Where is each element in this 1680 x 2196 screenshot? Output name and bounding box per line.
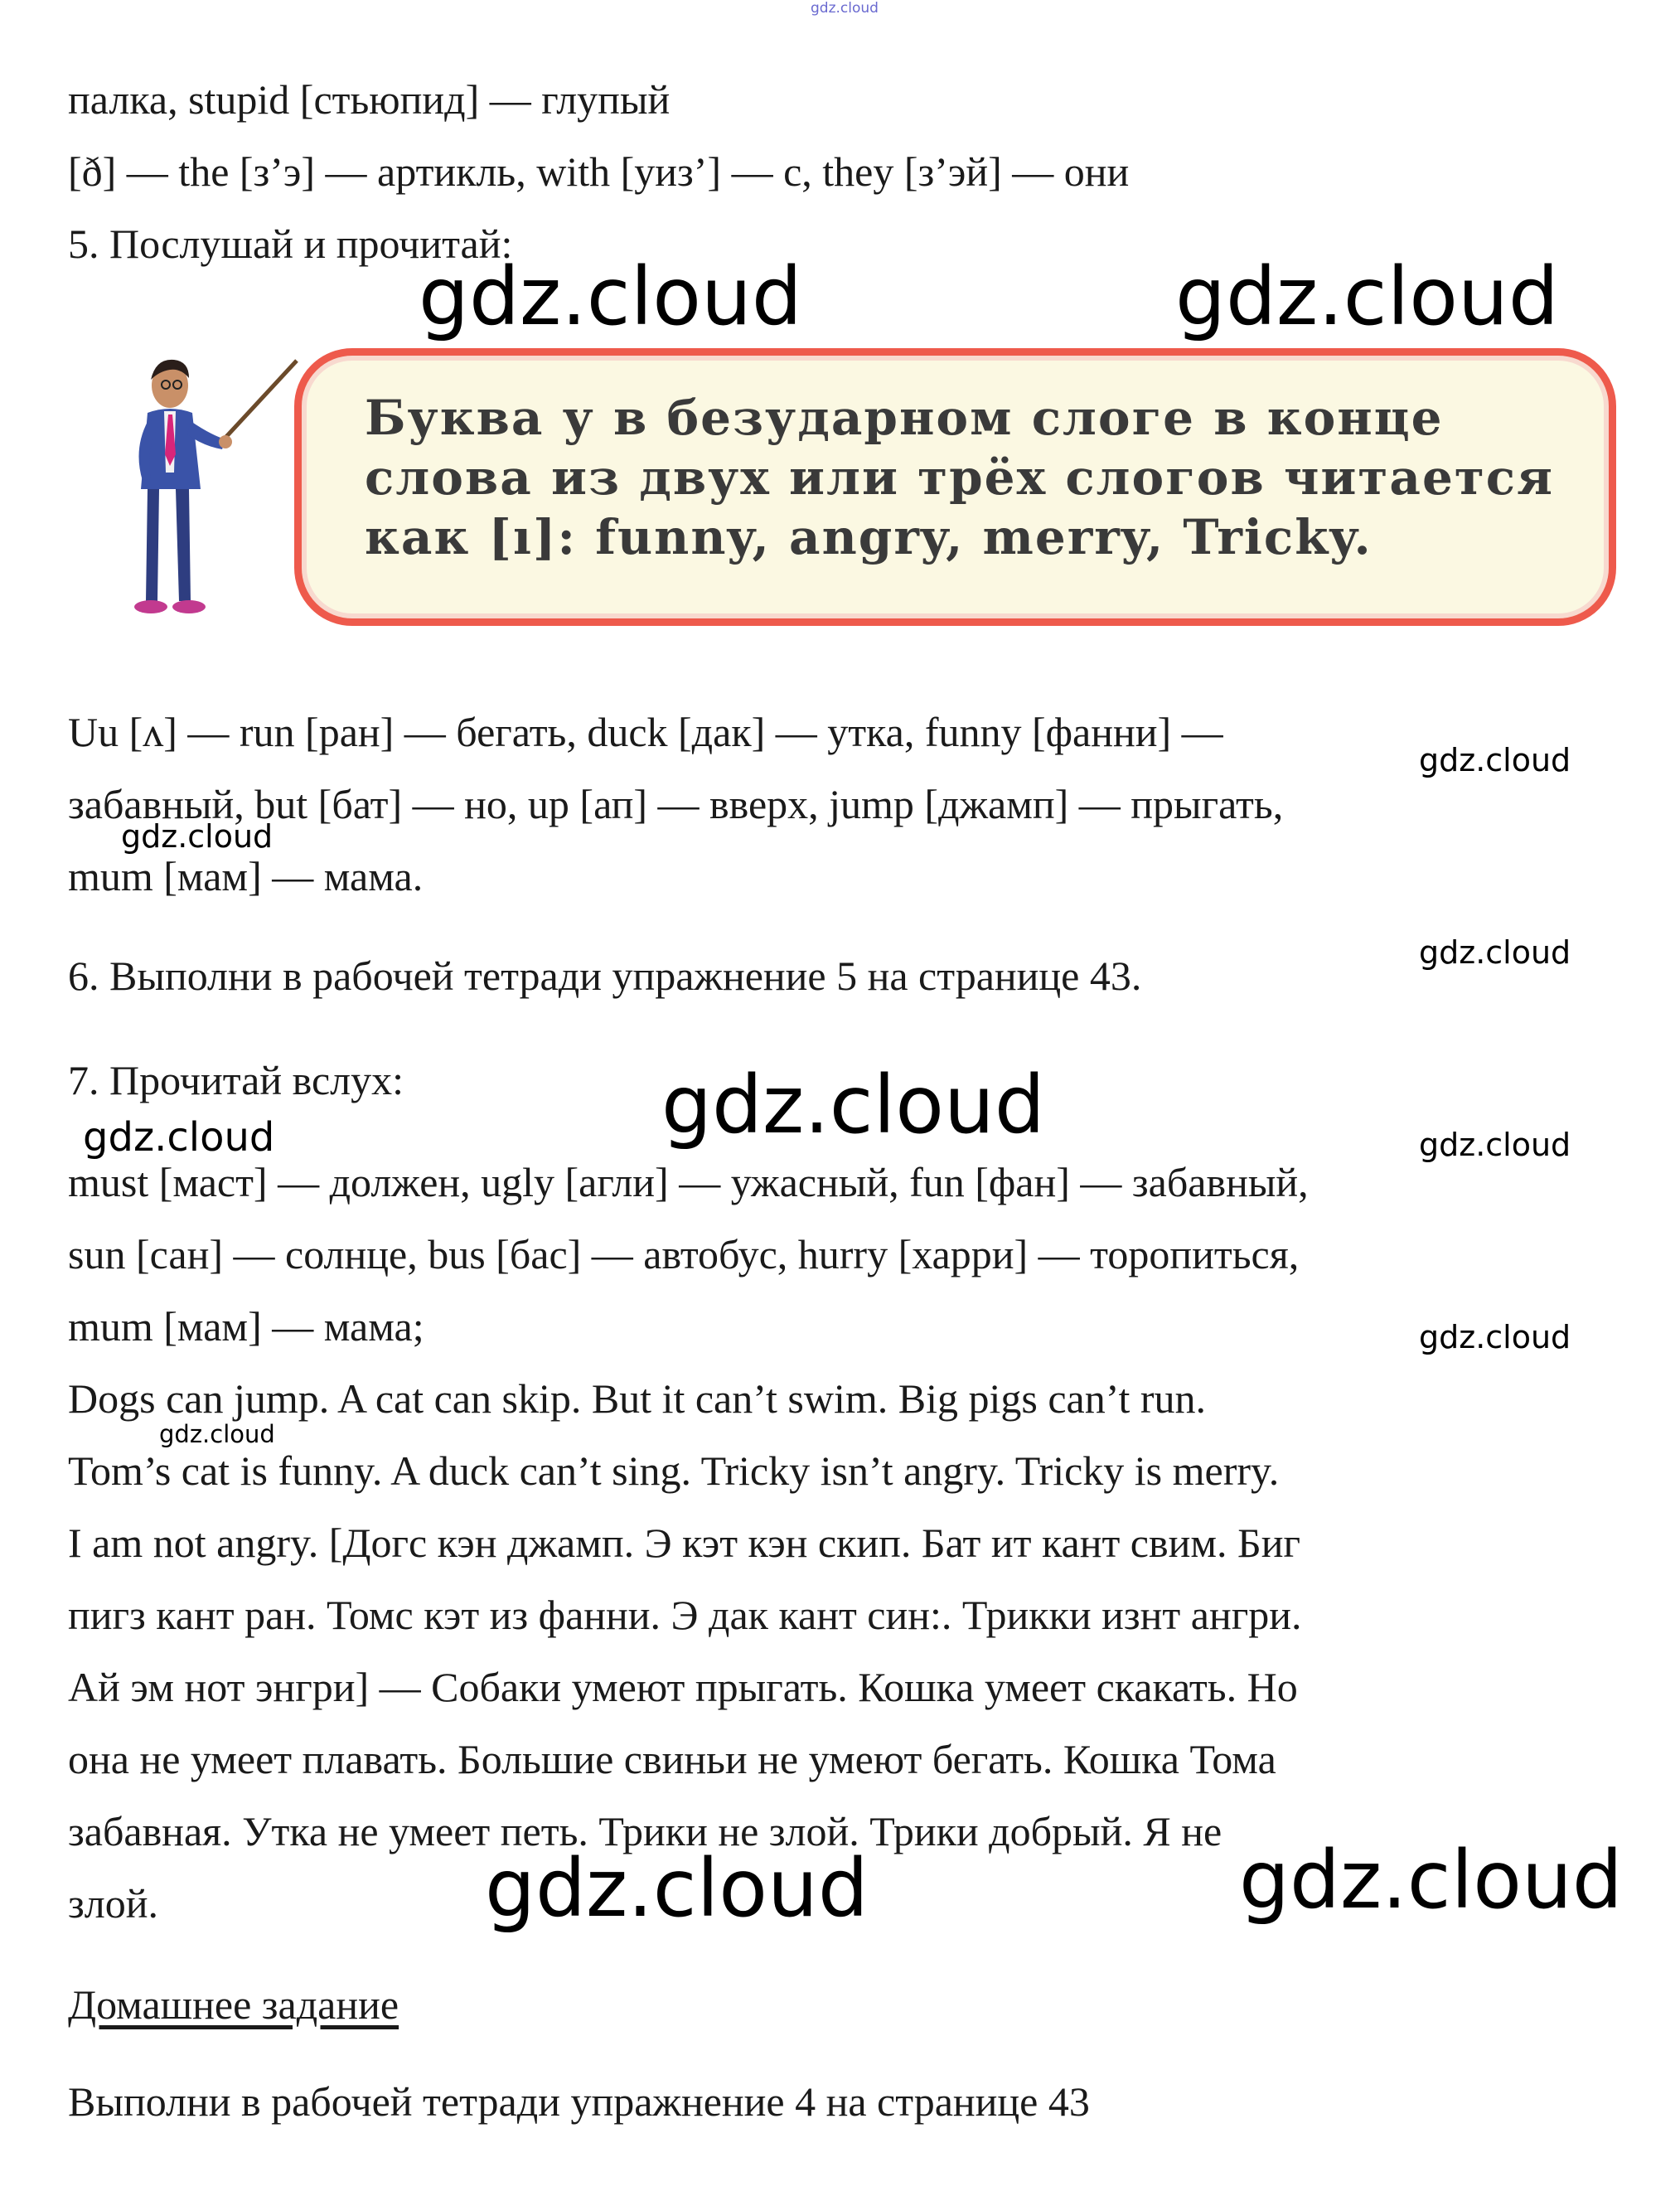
task5-words-line-2: забавный, but [бат] — но, up [ап] — вверх, jump [джамп] — прыгать, [68, 781, 1284, 827]
task7-line-9: она не умеет плавать. Большие свиньи не умеют бегать. Кошка Тома [68, 1736, 1276, 1782]
watermark-big-1: gdz.cloud [419, 250, 802, 343]
task7-line-5: Tom’s cat is funny. A duck can’t sing. Tricky isn’t angry. Tricky is merry. [68, 1447, 1280, 1494]
task5-words-line-3: mum [мам] — мама. [68, 853, 424, 899]
rule-line-3: как [ı]: funny, angry, merry, Tricky. [365, 509, 1373, 565]
teacher-illustration [108, 348, 315, 638]
task7-line-2: sun [сан] — солнце, bus [бас] — автобус, hurry [харри] — торопиться, [68, 1231, 1300, 1277]
task6-text: 6. Выполни в рабочей тетради упражнение 5 на странице 43. [68, 953, 1142, 999]
watermark-small-4: gdz.cloud [83, 1114, 275, 1161]
watermark-top: gdz.cloud [811, 0, 879, 17]
task5-words-line-1: Uu [ʌ] — run [ран] — бегать, duck [дак] — утка, funny [фанни] — [68, 709, 1223, 755]
task5-heading: 5. Послушай и прочитай: [68, 221, 513, 267]
task7-line-7: пигз кант ран. Томс кэт из фанни. Э дак кант син:. Трикки изнт ангри. [68, 1592, 1302, 1638]
task7-line-1: must [маст] — должен, ugly [агли] — ужасный, fun [фан] — забавный, [68, 1159, 1309, 1205]
task7-line-8: Ай эм нот энгри] — Собаки умеют прыгать. Кошка умеет скакать. Но [68, 1664, 1298, 1710]
watermark-small-1: gdz.cloud [1419, 742, 1571, 778]
watermark-big-4: gdz.cloud [485, 1842, 869, 1935]
intro-line-1: палка, stupid [стьюпид] — глупый [68, 76, 671, 123]
watermark-tiny-1: gdz.cloud [159, 1420, 275, 1448]
watermark-small-2: gdz.cloud [121, 818, 274, 855]
watermark-small-5: gdz.cloud [1419, 1127, 1571, 1163]
watermark-big-3: gdz.cloud [661, 1059, 1045, 1151]
task7-line-11: злой. [68, 1880, 158, 1927]
task7-line-10: забавная. Утка не умеет петь. Трики не злой. Трики добрый. Я не [68, 1808, 1222, 1854]
homework-text: Выполни в рабочей тетради упражнение 4 на странице 43 [68, 2078, 1090, 2125]
rule-line-2: слова из двух или трёх слогов читается [365, 449, 1554, 506]
homework-title: Домашнее задание [68, 1981, 399, 2028]
watermark-big-2: gdz.cloud [1175, 250, 1559, 343]
task7-heading: 7. Прочитай вслух: [68, 1057, 404, 1103]
watermark-small-6: gdz.cloud [1419, 1319, 1571, 1355]
intro-line-2: [ð] — the [з’э] — артикль, with [уиз’] — с, they [з’эй] — они [68, 148, 1130, 195]
watermark-big-5: gdz.cloud [1239, 1834, 1623, 1927]
task7-line-3: mum [мам] — мама; [68, 1303, 424, 1350]
task7-line-6: I am not angry. [Догс кэн джамп. Э кэт кэн скип. Бат ит кант свим. Биг [68, 1520, 1300, 1566]
watermark-small-3: gdz.cloud [1419, 934, 1571, 971]
rule-line-1: Буква у в безударном слоге в конце [365, 390, 1444, 446]
task7-line-4: Dogs can jump. A cat can skip. But it can’t swim. Big pigs can’t run. [68, 1375, 1206, 1422]
